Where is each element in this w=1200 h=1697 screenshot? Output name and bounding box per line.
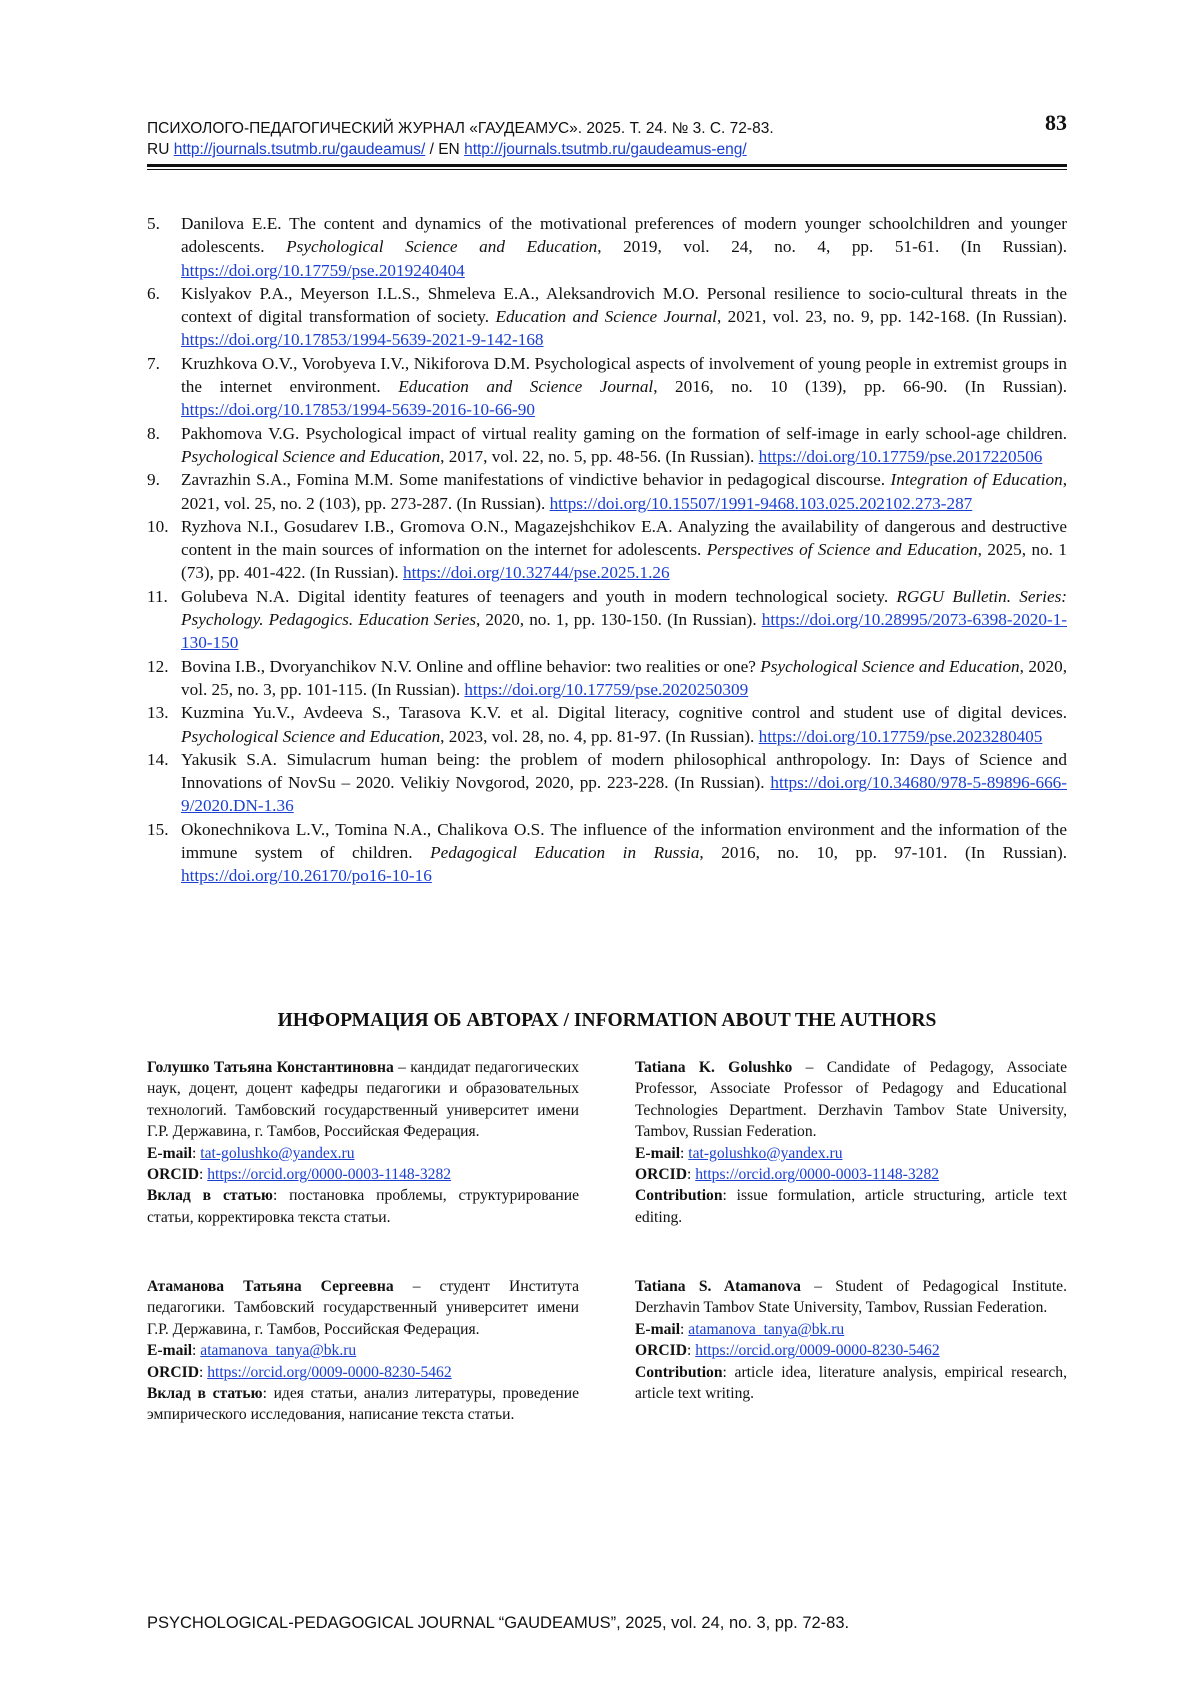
journal-line: ПСИХОЛОГО-ПЕДАГОГИЧЕСКИЙ ЖУРНАЛ «ГАУДЕАМУС». 2025. Т. 24. № 3. С. 72-83. xyxy=(147,120,774,137)
email-link[interactable]: atamanova_tanya@bk.ru xyxy=(688,1320,845,1338)
author-bio: Атаманова Татьяна Сергеевна – студент Института педагогики. Тамбовский государственный университет имени Г.Р. Державина, г. Тамбов, Российская Федерация. xyxy=(147,1278,579,1338)
reference-journal: Psychological Science and Education xyxy=(286,237,598,257)
page-number: 83 xyxy=(1045,110,1067,135)
reference-text: Kuzmina Yu.V., Avdeeva S., Tarasova K.V. et al. Digital literacy, cognitive control and student use of digital devices. xyxy=(181,703,1067,723)
author-orcid: ORCID: https://orcid.org/0009-0000-8230-5462 xyxy=(147,1363,452,1381)
reference-number: 10. xyxy=(147,516,169,536)
reference-number: 6. xyxy=(147,283,160,303)
doi-link[interactable]: https://doi.org/10.17759/pse.2017220506 xyxy=(758,446,1043,466)
reference-text: Bovina I.B., Dvoryanchikov N.V. Online and offline behavior: two realities or one? xyxy=(181,656,761,676)
author-email: E-mail: tat-golushko@yandex.ru xyxy=(147,1144,355,1162)
reference-details: , 2023, vol. 28, no. 4, pp. 81-97. (In Russian). xyxy=(440,726,759,746)
reference-item xyxy=(147,655,1067,702)
reference-text: Yakusik S.A. Simulacrum human being: the problem of modern philosophical anthropology. In: Days of Science and Innovations of NovSu – 2020. Velikiy Novgorod, 2020, pp. 223-228. (In Russian). xyxy=(181,749,1067,793)
reference-text: Kislyakov P.A., Meyerson I.L.S., Shmeleva E.A., Aleksandrovich M.O. Personal resilience to socio-cultural threats in the context of digital transformation of society. xyxy=(181,283,1067,327)
reference-details: , 2021, vol. 25, no. 2 (103), pp. 273-287. (In Russian). xyxy=(181,470,1067,513)
reference-number: 12. xyxy=(147,656,169,676)
author-orcid: ORCID: https://orcid.org/0009-0000-8230-5462 xyxy=(635,1342,940,1360)
reference-number: 7. xyxy=(147,353,160,373)
author-contribution: Вклад в статью: постановка проблемы, структурирование статьи, корректировка текста статьи. xyxy=(147,1187,579,1226)
email-link[interactable]: tat-golushko@yandex.ru xyxy=(200,1144,355,1162)
en-separator: / EN xyxy=(429,141,460,158)
reference-item xyxy=(147,282,1067,352)
ru-url-link[interactable]: http://journals.tsutmb.ru/gaudeamus/ xyxy=(173,141,426,158)
ru-prefix: RU xyxy=(147,141,170,158)
orcid-link[interactable]: https://orcid.org/0000-0003-1148-3282 xyxy=(207,1166,452,1184)
author-email: E-mail: tat-golushko@yandex.ru xyxy=(635,1144,843,1162)
en-url-link[interactable]: http://journals.tsutmb.ru/gaudeamus-eng/ xyxy=(464,141,747,158)
author-2-en xyxy=(635,1276,1067,1404)
author-bio: Голушко Татьяна Константиновна – кандидат педагогических наук, доцент, доцент кафедры педагогики и образовательных технологий. Тамбовский государственный университет имени Г.Р. Державина, г. Тамбов, Российская Федерация. xyxy=(147,1059,580,1141)
orcid-link[interactable]: https://orcid.org/0009-0000-8230-5462 xyxy=(207,1363,452,1381)
doi-link[interactable]: https://doi.org/10.17759/pse.2023280405 xyxy=(758,726,1043,746)
reference-details: , 2021, vol. 23, no. 9, pp. 142-168. (In Russian). xyxy=(716,307,1068,327)
doi-link[interactable]: https://doi.org/10.15507/1991-9468.103.025.202102.273-287 xyxy=(549,493,973,513)
reference-text: Pakhomova V.G. Psychological impact of virtual reality gaming on the formation of self-image in early school-age children. xyxy=(181,423,1067,443)
reference-item xyxy=(147,515,1067,585)
doi-link[interactable]: https://doi.org/10.32744/pse.2025.1.26 xyxy=(402,563,670,583)
authors-section-title: ИНФОРМАЦИЯ ОБ АВТОРАХ / INFORMATION ABOUT THE AUTHORS xyxy=(277,1010,937,1031)
reference-number: 14. xyxy=(147,749,169,769)
author-name: Tatiana S. Atamanova xyxy=(635,1278,801,1295)
doi-link[interactable]: https://doi.org/10.26170/po16-10-16 xyxy=(181,866,432,886)
doi-link[interactable]: https://doi.org/10.17759/pse.2020250309 xyxy=(464,679,749,699)
orcid-link[interactable]: https://orcid.org/0000-0003-1148-3282 xyxy=(695,1166,940,1184)
author-name: Атаманова Татьяна Сергеевна xyxy=(147,1278,394,1295)
doi-link[interactable]: https://doi.org/10.17759/pse.2019240404 xyxy=(181,260,465,280)
author-contribution: Вклад в статью: идея статьи, анализ литературы, проведение эмпирического исследования, написание текста статьи. xyxy=(147,1385,579,1424)
reference-details: , 2019, vol. 24, no. 4, pp. 51-61. (In Russian). xyxy=(597,237,1067,257)
author-1-ru xyxy=(147,1057,579,1228)
reference-details: , 2025, no. 1 (73), pp. 401-422. (In Russian). xyxy=(181,540,1068,583)
reference-item xyxy=(147,352,1067,422)
reference-item xyxy=(147,748,1067,818)
email-link[interactable]: atamanova_tanya@bk.ru xyxy=(200,1342,357,1360)
running-header xyxy=(147,110,1067,160)
reference-number: 5. xyxy=(147,214,160,233)
doi-link[interactable]: https://doi.org/10.17853/1994-5639-2016-10-66-90 xyxy=(181,400,535,420)
email-link[interactable]: tat-golushko@yandex.ru xyxy=(688,1144,843,1162)
reference-number: 15. xyxy=(147,819,169,839)
author-2-ru xyxy=(147,1276,579,1426)
reference-journal: Psychological Science and Education xyxy=(181,726,441,746)
reference-list xyxy=(147,212,1067,888)
reference-item xyxy=(147,212,1067,282)
reference-journal: Psychological Science and Education xyxy=(760,656,1020,676)
reference-number: 11. xyxy=(147,586,168,606)
reference-journal: Perspectives of Science and Education xyxy=(706,540,978,560)
author-email: E-mail: atamanova_tanya@bk.ru xyxy=(147,1342,357,1360)
reference-text: Golubeva N.A. Digital identity features of teenagers and youth in modern technological society. xyxy=(181,586,897,606)
reference-text: Okonechnikova L.V., Tomina N.A., Chalikova O.S. The influence of the information environment and the information of the immune system of children. xyxy=(181,819,1067,863)
reference-details: , 2016, no. 10, pp. 97-101. (In Russian). xyxy=(699,843,1067,863)
author-contribution: Contribution: issue formulation, article structuring, article text editing. xyxy=(635,1187,1067,1226)
author-bio: Tatiana K. Golushko – Candidate of Pedagogy, Associate Professor, Associate Professor of Pedagogy and Educational Technologies Department. Derzhavin Tambov State University, Tambov, Russian Federation. xyxy=(635,1059,1067,1141)
doi-link[interactable]: https://doi.org/10.17853/1994-5639-2021-9-142-168 xyxy=(181,330,544,350)
author-bio: Tatiana S. Atamanova – Student of Pedagogical Institute. Derzhavin Tambov State University, Tambov, Russian Federation. xyxy=(635,1278,1067,1317)
reference-journal: Integration of Education xyxy=(890,470,1063,490)
reference-item xyxy=(147,468,1067,515)
journal-urls xyxy=(147,139,1067,160)
reference-details: , 2016, no. 10 (139), pp. 66-90. (In Russian). xyxy=(653,377,1067,397)
reference-number: 9. xyxy=(147,470,160,490)
reference-number: 8. xyxy=(147,423,160,443)
reference-text: Danilova E.E. The content and dynamics of the motivational preferences of modern younger schoolchildren and younger adolescents. xyxy=(181,214,1067,257)
author-name: Tatiana K. Golushko xyxy=(635,1059,793,1076)
reference-text: Zavrazhin S.A., Fomina M.M. Some manifestations of vindictive behavior in pedagogical discourse. xyxy=(181,470,891,490)
header-rule-thin xyxy=(147,169,1067,170)
doi-link[interactable]: https://doi.org/10.28995/2073-6398-2020-1-130-150 xyxy=(181,610,1068,653)
reference-details: , 2020, vol. 25, no. 3, pp. 101-115. (In Russian). xyxy=(181,656,1067,699)
reference-item xyxy=(147,701,1067,748)
reference-item xyxy=(147,818,1067,888)
running-footer: PSYCHOLOGICAL-PEDAGOGICAL JOURNAL “GAUDEAMUS”, 2025, vol. 24, no. 3, pp. 72-83. xyxy=(147,1614,850,1632)
reference-journal: Psychological Science and Education xyxy=(181,446,441,466)
orcid-link[interactable]: https://orcid.org/0009-0000-8230-5462 xyxy=(695,1342,940,1360)
reference-item xyxy=(147,422,1067,469)
author-name: Голушко Татьяна Константиновна xyxy=(147,1059,394,1076)
reference-details: , 2017, vol. 22, no. 5, pp. 48-56. (In Russian). xyxy=(440,446,759,466)
author-email: E-mail: atamanova_tanya@bk.ru xyxy=(635,1320,845,1338)
reference-details: , 2020, no. 1, pp. 130-150. (In Russian). xyxy=(476,610,762,630)
reference-journal: Education and Science Journal xyxy=(495,307,717,327)
author-1-en xyxy=(635,1057,1067,1228)
reference-journal: Education and Science Journal xyxy=(398,377,654,397)
doi-link[interactable]: https://doi.org/10.34680/978-5-89896-666-9/2020.DN-1.36 xyxy=(181,773,1067,816)
author-contribution: Contribution: article idea, literature analysis, empirical research, article text writing. xyxy=(635,1363,1067,1403)
reference-text: Ryzhova N.I., Gosudarev I.B., Gromova O.N., Magazejshchikov E.A. Analyzing the availability of dangerous and destructive content in the main sources of information on the internet for adolescents. xyxy=(181,516,1067,560)
author-orcid: ORCID: https://orcid.org/0000-0003-1148-3282 xyxy=(147,1166,452,1184)
header-rule-thick xyxy=(147,164,1067,167)
reference-item xyxy=(147,585,1067,655)
reference-text: Kruzhkova O.V., Vorobyeva I.V., Nikiforova D.M. Psychological aspects of involvement of young people in extremist groups in the internet environment. xyxy=(181,353,1067,397)
author-orcid: ORCID: https://orcid.org/0000-0003-1148-3282 xyxy=(635,1166,940,1184)
reference-journal: RGGU Bulletin. Series: Psychology. Pedagogics. Education Series xyxy=(181,586,1067,630)
reference-number: 13. xyxy=(147,703,169,723)
reference-journal: Pedagogical Education in Russia xyxy=(430,843,700,863)
